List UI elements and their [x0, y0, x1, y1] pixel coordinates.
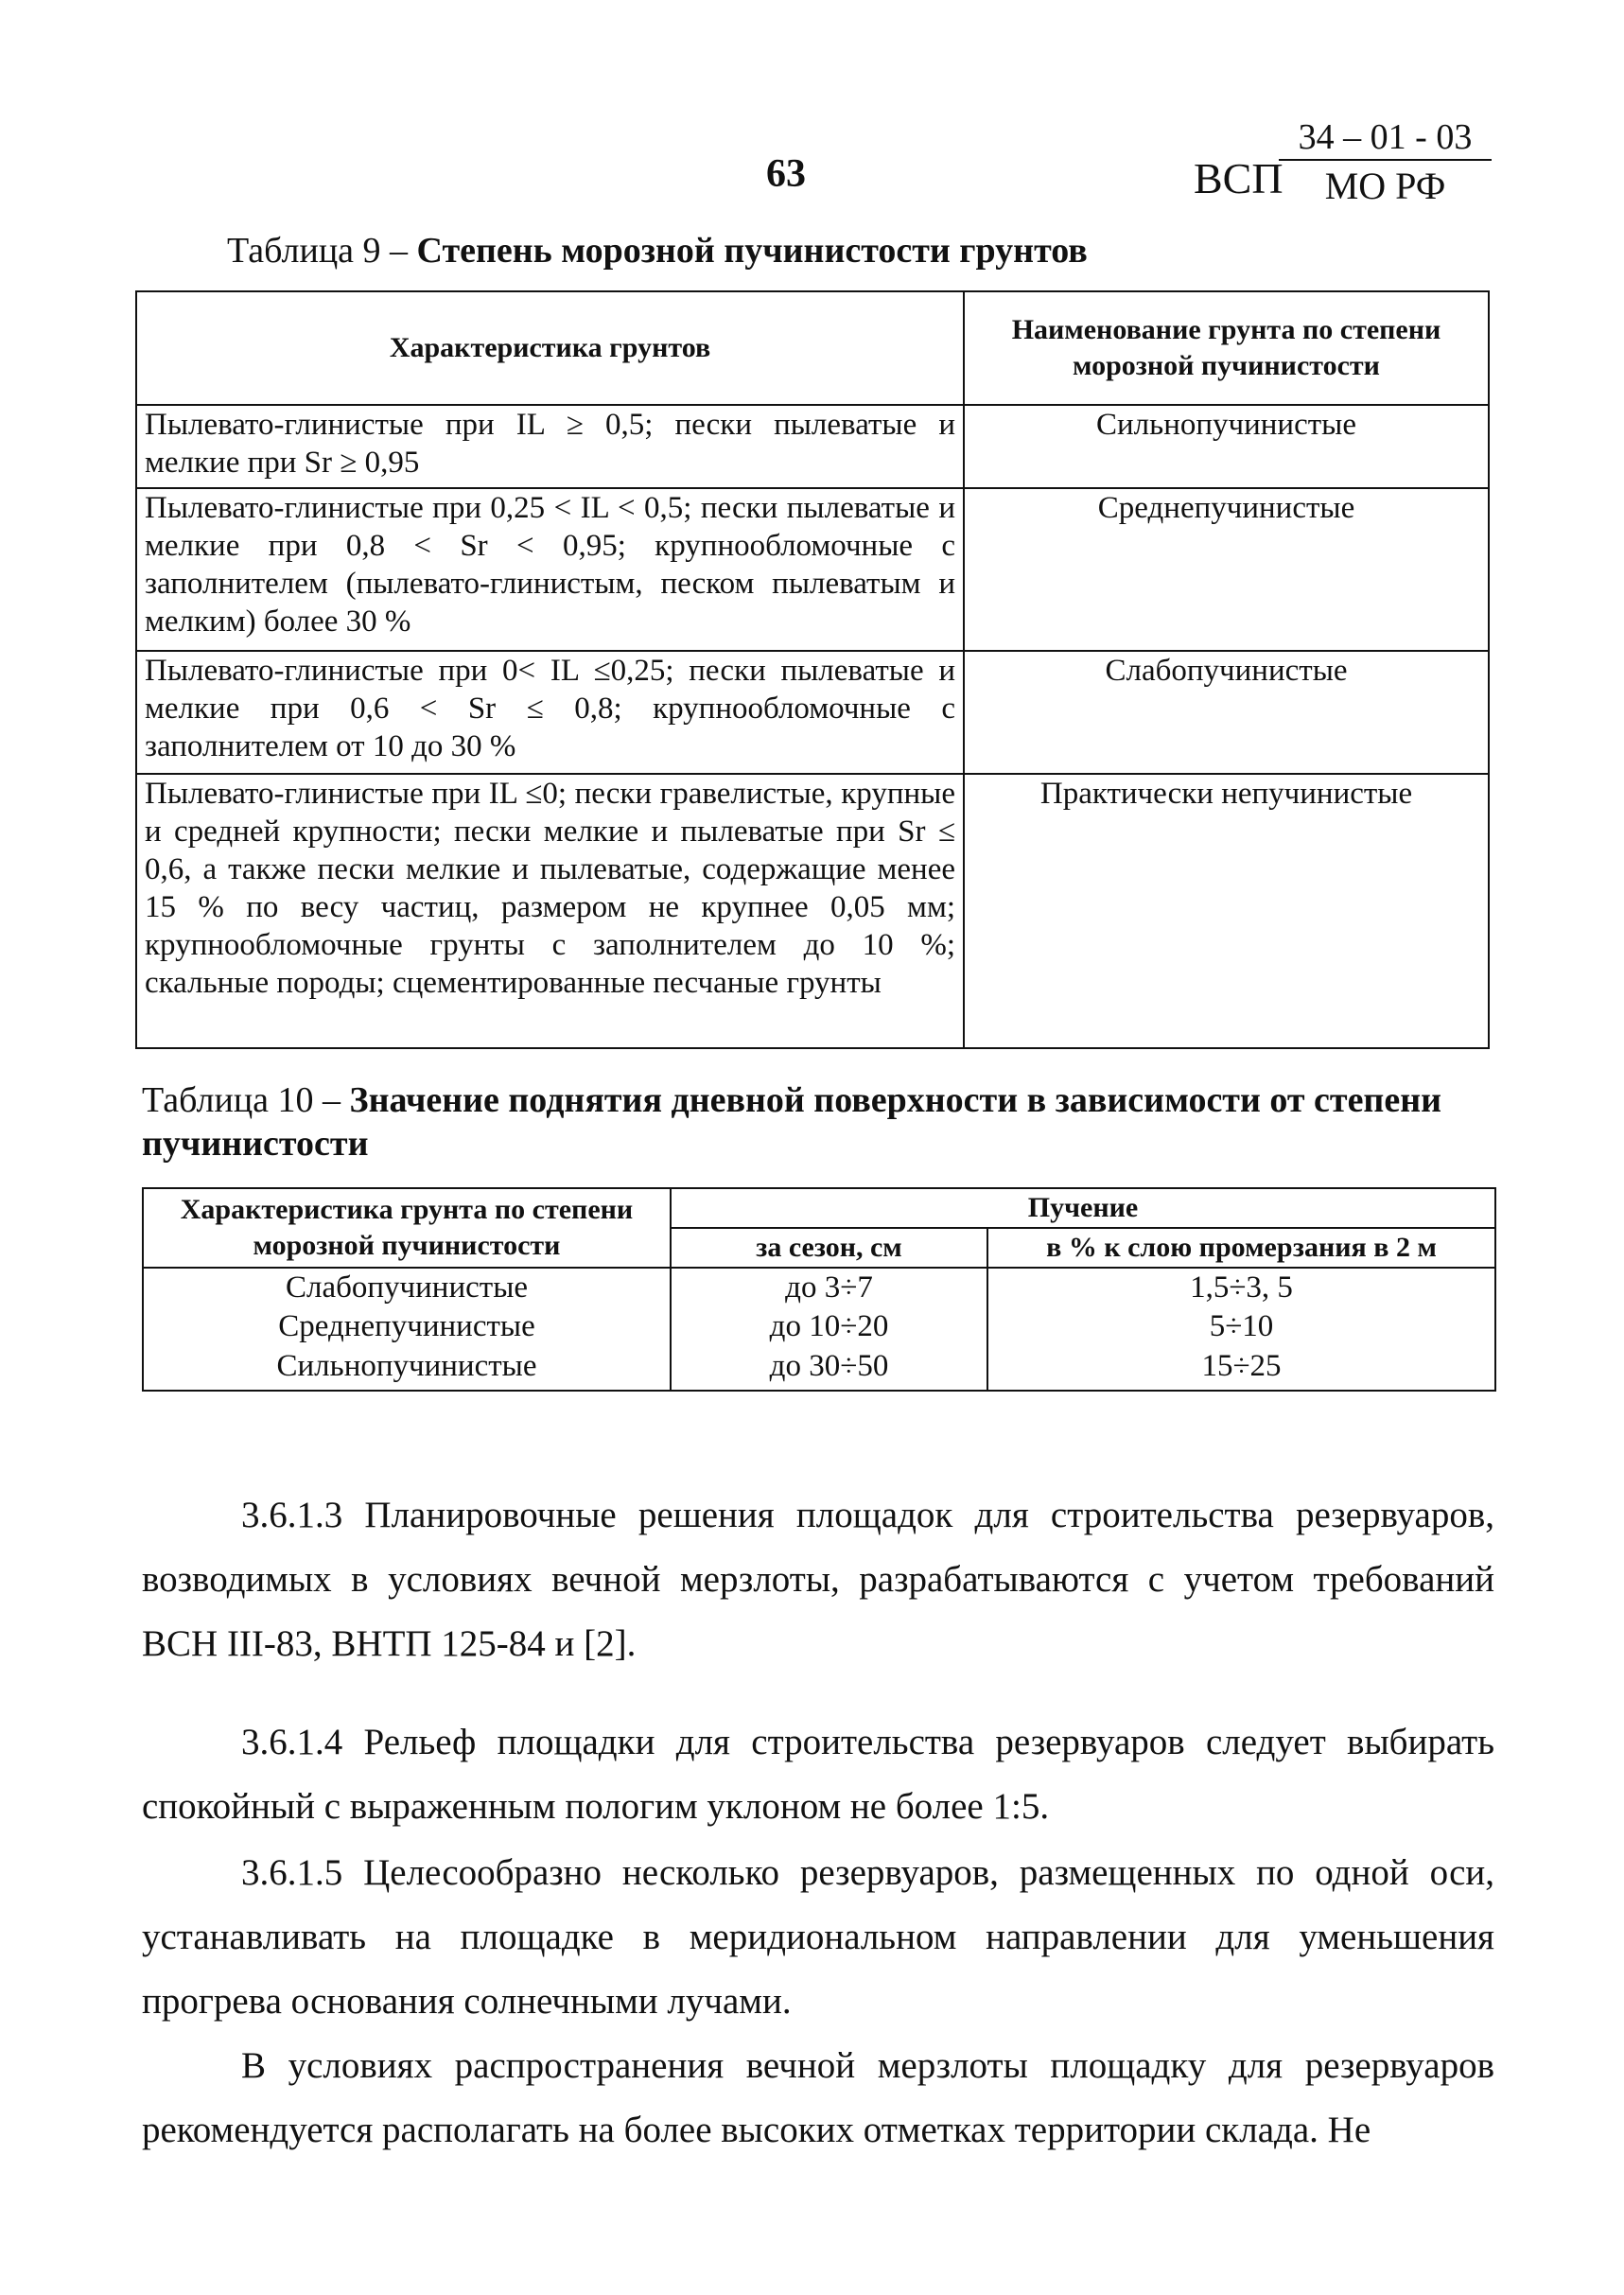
- percent-heave-cell: 5÷10: [987, 1307, 1495, 1347]
- paragraph-3-6-1-5: 3.6.1.5 Целесообразно несколько резервуаров, размещенных по одной оси, устанавливать на площадке в меридиональном направлении для уменьшения прогрева основания солнечными лучами.: [142, 1852, 1494, 2022]
- table-row: [136, 651, 1489, 774]
- table9-caption: [227, 229, 1088, 272]
- column-header-percent: в % к слою промерзания в 2 м: [987, 1228, 1495, 1268]
- table-header-row: [143, 1188, 1495, 1228]
- table-row: [136, 488, 1489, 651]
- document-code-numerator: 34 – 01 - 03: [1279, 115, 1492, 161]
- soil-characteristic-cell: Пылевато-глинистые при 0,25 < IL < 0,5; пески пылеватые и мелкие при 0,8 < Sr < 0,95; крупнообломочные с заполнителем (пылевато-глинистым, песком пылеватым и мелким) более 30 %: [136, 488, 964, 651]
- soil-name-cell: Среднепучинистые: [964, 488, 1489, 651]
- frost-heave-table: [135, 290, 1490, 1049]
- soil-characteristic-cell: Пылевато-глинистые при IL ≥ 0,5; пески пылеватые и мелкие при Sr ≥ 0,95: [136, 405, 964, 488]
- table10-caption: [142, 1078, 1494, 1165]
- table10-caption-prefix: Таблица 10 –: [142, 1080, 350, 1120]
- table9-caption-title: Степень морозной пучинистости грунтов: [416, 231, 1088, 271]
- soil-characteristic-cell: Пылевато-глинистые при IL ≤0; пески гравелистые, крупные и средней крупности; пески мелкие и пылеватые при Sr ≤ 0,6, а также пески мелкие и пылеватые, содержащие менее 15 % по весу частиц, размером не крупнее 0,05 мм; крупнообломочные грунты с заполнителем до 10 %; скальные породы; сцементированные песчаные грунты: [136, 774, 964, 1048]
- table-row: [143, 1347, 1495, 1391]
- soil-characteristic-cell: Слабопучинистые: [143, 1268, 671, 1307]
- column-header-per-season: за сезон, см: [671, 1228, 987, 1268]
- season-heave-cell: до 10÷20: [671, 1307, 987, 1347]
- soil-name-cell: Слабопучинистые: [964, 651, 1489, 774]
- table9-caption-prefix: Таблица 9 –: [227, 231, 417, 271]
- soil-name-cell: Сильнопучинистые: [964, 405, 1489, 488]
- table-row: [143, 1268, 1495, 1307]
- season-heave-cell: до 30÷50: [671, 1347, 987, 1391]
- paragraph-3-6-1-3: 3.6.1.3 Планировочные решения площадок для строительства резервуаров, возводимых в условиях вечной мерзлоты, разрабатываются с учетом требований ВСН III-83, ВНТП 125-84 и [2].: [142, 1495, 1494, 1664]
- column-header-characteristic: Характеристика грунта по степени морозной пучинистости: [143, 1188, 671, 1268]
- season-heave-cell: до 3÷7: [671, 1268, 987, 1307]
- surface-heave-table: [142, 1187, 1496, 1392]
- column-header-soil-name: Наименование грунта по степени морозной пучинистости: [964, 291, 1489, 405]
- column-header-characteristic: Характеристика грунтов: [136, 291, 964, 405]
- paragraph-permafrost: В условиях распространения вечной мерзлоты площадку для резервуаров рекомендуется располагать на более высоких отметках территории склада. Не: [142, 2045, 1494, 2150]
- soil-characteristic-cell: Среднепучинистые: [143, 1307, 671, 1347]
- paragraph-3-6-1-4: 3.6.1.4 Рельеф площадки для строительства резервуаров следует выбирать спокойный с выраженным пологим уклоном не более 1:5.: [142, 1722, 1494, 1827]
- document-code-denominator: МО РФ: [1324, 165, 1446, 207]
- soil-characteristic-cell: Сильнопучинистые: [143, 1347, 671, 1391]
- percent-heave-cell: 1,5÷3, 5: [987, 1268, 1495, 1307]
- table10-caption-title: Значение поднятия дневной поверхности в зависимости от степени пучинистости: [142, 1080, 1441, 1164]
- document-code: [1194, 115, 1496, 229]
- page-number: 63: [766, 152, 806, 196]
- column-header-heave: Пучение: [671, 1188, 1495, 1228]
- percent-heave-cell: 15÷25: [987, 1347, 1495, 1391]
- document-code-fraction: [1279, 115, 1492, 208]
- table-row: [136, 405, 1489, 488]
- soil-name-cell: Практически непучинистые: [964, 774, 1489, 1048]
- soil-characteristic-cell: Пылевато-глинистые при 0< IL ≤0,25; пески пылеватые и мелкие при 0,6 < Sr ≤ 0,8; крупнообломочные с заполнителем от 10 до 30 %: [136, 651, 964, 774]
- table-header-row: [136, 291, 1489, 405]
- table-row: [143, 1307, 1495, 1347]
- document-code-prefix: ВСП: [1194, 154, 1283, 202]
- table-row: [136, 774, 1489, 1048]
